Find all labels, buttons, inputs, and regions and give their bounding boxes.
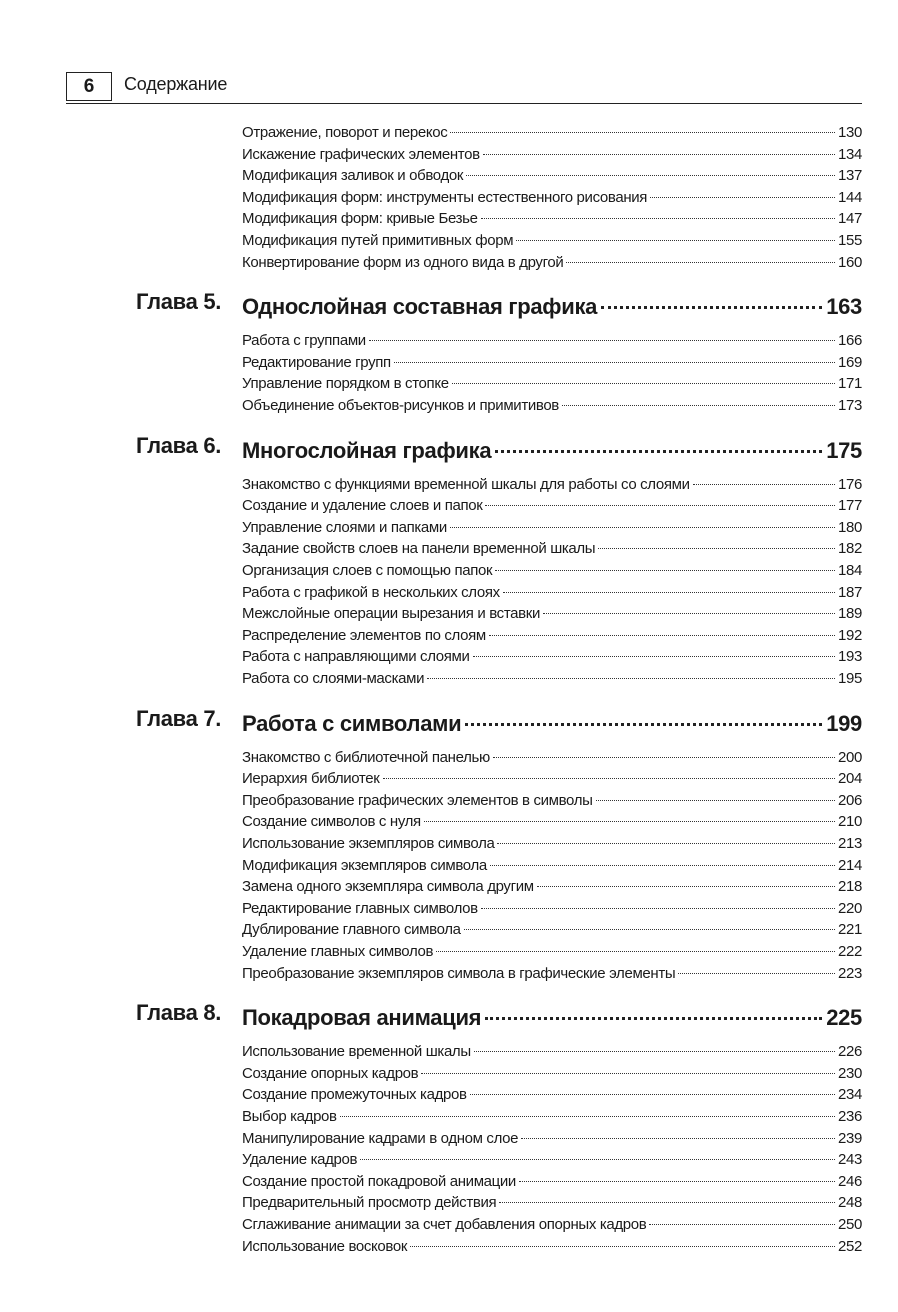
chapter-number: Глава 5. bbox=[136, 289, 222, 315]
dot-leader bbox=[650, 182, 835, 198]
entry-title: Преобразование экземпляров символа в графические элементы bbox=[242, 964, 676, 982]
running-title: Содержание bbox=[124, 74, 228, 94]
chapter-heading bbox=[136, 706, 862, 738]
dot-leader bbox=[483, 139, 835, 155]
entry-page: 137 bbox=[838, 167, 862, 185]
dot-leader bbox=[421, 1058, 835, 1074]
entry-title: Создание символов с нуля bbox=[242, 813, 421, 831]
chapter-title: Однослойная составная графика bbox=[242, 294, 598, 320]
dot-leader bbox=[516, 225, 835, 241]
entry-title: Создание промежуточных кадров bbox=[242, 1086, 467, 1104]
entry-title: Использование временной шкалы bbox=[242, 1043, 471, 1061]
entry-title: Модификация заливок и обводок bbox=[242, 167, 464, 185]
entry-title: Работа со слоями-масками bbox=[242, 670, 425, 687]
dot-leader bbox=[495, 428, 822, 453]
entry-page: 204 bbox=[838, 770, 862, 788]
entry-page: 246 bbox=[838, 1172, 862, 1190]
entry-page: 248 bbox=[838, 1194, 862, 1212]
entry-page: 239 bbox=[838, 1129, 862, 1147]
entry-title: Создание опорных кадров bbox=[242, 1064, 419, 1082]
dot-leader bbox=[383, 763, 836, 779]
entry-page: 144 bbox=[838, 188, 862, 206]
dot-leader bbox=[394, 347, 835, 363]
entry-page: 187 bbox=[838, 583, 862, 601]
dot-leader bbox=[485, 490, 835, 506]
dot-leader bbox=[693, 469, 835, 485]
entry-page: 166 bbox=[838, 332, 862, 350]
chapter-heading bbox=[136, 433, 862, 465]
entry-title: Работа с графикой в нескольких слоях bbox=[242, 583, 500, 601]
chapter-page: 175 bbox=[826, 437, 862, 463]
dot-leader bbox=[481, 893, 835, 909]
entry-page: 130 bbox=[838, 124, 862, 141]
entry-page: 200 bbox=[838, 748, 862, 766]
entry-page: 226 bbox=[838, 1043, 862, 1061]
dot-leader bbox=[474, 1036, 835, 1052]
entry-title: Удаление главных символов bbox=[242, 943, 434, 960]
entry-title: Модификация экземпляров символа bbox=[242, 856, 487, 874]
entry-title: Использование восковок bbox=[242, 1237, 408, 1255]
entry-page: 206 bbox=[838, 791, 862, 809]
entry-page: 223 bbox=[838, 964, 862, 982]
entry-page: 134 bbox=[838, 145, 862, 163]
dot-leader bbox=[450, 512, 835, 528]
chapter-page: 225 bbox=[826, 1005, 862, 1031]
dot-leader bbox=[598, 533, 835, 549]
chapter-title: Многослойная графика bbox=[242, 437, 492, 463]
entry-title: Организация слоев с помощью папок bbox=[242, 562, 493, 579]
dot-leader bbox=[562, 390, 835, 406]
entry-page: 214 bbox=[838, 856, 862, 874]
entry-page: 147 bbox=[838, 210, 862, 228]
dot-leader bbox=[543, 598, 835, 614]
entry-page: 171 bbox=[838, 375, 862, 393]
entry-page: 221 bbox=[838, 921, 862, 939]
entry-page: 160 bbox=[838, 253, 862, 271]
entry-page: 230 bbox=[838, 1064, 862, 1082]
dot-leader bbox=[678, 958, 835, 974]
entry-page: 195 bbox=[838, 670, 862, 687]
entry-page: 180 bbox=[838, 518, 862, 536]
dot-leader bbox=[489, 620, 835, 636]
entry-title: Модификация форм: кривые Безье bbox=[242, 210, 478, 228]
chapter-title: Покадровая анимация bbox=[242, 1005, 482, 1031]
entry-title: Выбор кадров bbox=[242, 1108, 337, 1125]
toc-entry bbox=[242, 667, 862, 688]
entry-page: 155 bbox=[838, 232, 862, 249]
dot-leader bbox=[466, 160, 835, 176]
entry-page: 182 bbox=[838, 540, 862, 558]
dot-leader bbox=[424, 806, 835, 822]
chapter-page: 163 bbox=[826, 294, 862, 320]
entry-title: Дублирование главного символа bbox=[242, 921, 461, 939]
entry-title: Работа с направляющими слоями bbox=[242, 648, 470, 666]
dot-leader bbox=[340, 1101, 835, 1117]
dot-leader bbox=[369, 325, 835, 341]
entry-page: 222 bbox=[838, 943, 862, 960]
entry-title: Управление порядком в стопке bbox=[242, 375, 449, 393]
chapter-page: 199 bbox=[826, 710, 862, 736]
dot-leader bbox=[566, 247, 835, 263]
entry-page: 193 bbox=[838, 648, 862, 666]
toc-entry bbox=[242, 394, 862, 415]
dot-leader bbox=[360, 1144, 835, 1160]
entry-title: Манипулирование кадрами в одном слое bbox=[242, 1129, 519, 1147]
toc-entry bbox=[242, 1235, 862, 1256]
entry-page: 236 bbox=[838, 1108, 862, 1125]
entry-title: Управление слоями и папками bbox=[242, 518, 447, 536]
entry-page: 177 bbox=[838, 497, 862, 515]
dot-leader bbox=[521, 1123, 835, 1139]
entry-page: 243 bbox=[838, 1151, 862, 1169]
entry-title: Модификация путей примитивных форм bbox=[242, 232, 514, 249]
entry-page: 252 bbox=[838, 1237, 862, 1255]
dot-leader bbox=[473, 641, 835, 657]
entry-page: 192 bbox=[838, 626, 862, 644]
entry-page: 220 bbox=[838, 899, 862, 917]
dot-leader bbox=[493, 742, 835, 758]
dot-leader bbox=[519, 1166, 835, 1182]
entry-title: Замена одного экземпляра символа другим bbox=[242, 878, 534, 896]
dot-leader bbox=[452, 368, 835, 384]
entry-title: Работа с группами bbox=[242, 332, 366, 350]
dot-leader bbox=[436, 936, 835, 952]
entry-page: 213 bbox=[838, 835, 862, 852]
entry-page: 189 bbox=[838, 605, 862, 623]
entry-title: Знакомство с библиотечной панелью bbox=[242, 748, 490, 766]
entry-title: Отражение, поворот и перекос bbox=[242, 124, 448, 141]
entry-title: Знакомство с функциями временной шкалы для работы со слоями bbox=[242, 475, 690, 493]
chapter-title-row bbox=[242, 289, 862, 320]
dot-leader bbox=[465, 701, 822, 726]
dot-leader bbox=[427, 663, 835, 679]
entry-page: 169 bbox=[838, 353, 862, 371]
dot-leader bbox=[481, 203, 835, 219]
chapter-number: Глава 8. bbox=[136, 1000, 222, 1026]
chapter-title-row bbox=[242, 706, 862, 737]
dot-leader bbox=[464, 914, 835, 930]
entry-title: Использование экземпляров символа bbox=[242, 835, 495, 852]
entry-title: Иерархия библиотек bbox=[242, 770, 380, 788]
page-number: 6 bbox=[66, 72, 112, 101]
entry-title: Задание свойств слоев на панели временной шкалы bbox=[242, 540, 596, 558]
dot-leader bbox=[485, 995, 822, 1020]
entry-title: Конвертирование форм из одного вида в другой bbox=[242, 253, 564, 271]
entry-page: 250 bbox=[838, 1216, 862, 1233]
dot-leader bbox=[410, 1231, 835, 1247]
entry-title: Редактирование групп bbox=[242, 353, 391, 371]
entry-title: Создание простой покадровой анимации bbox=[242, 1172, 516, 1190]
dot-leader bbox=[490, 850, 835, 866]
dot-leader bbox=[596, 785, 835, 801]
dot-leader bbox=[450, 117, 835, 133]
dot-leader bbox=[470, 1079, 835, 1095]
dot-leader bbox=[499, 1187, 835, 1203]
entry-title: Искажение графических элементов bbox=[242, 145, 480, 163]
entry-page: 184 bbox=[838, 562, 862, 579]
dot-leader bbox=[537, 871, 835, 887]
entry-title: Предварительный просмотр действия bbox=[242, 1194, 497, 1212]
entry-title: Распределение элементов по слоям bbox=[242, 626, 486, 644]
chapter-title-row bbox=[242, 1000, 862, 1031]
dot-leader bbox=[601, 284, 822, 309]
entry-title: Модификация форм: инструменты естественного рисования bbox=[242, 188, 648, 206]
dot-leader bbox=[503, 577, 835, 593]
entry-page: 176 bbox=[838, 475, 862, 493]
entry-page: 173 bbox=[838, 397, 862, 414]
chapter-title: Работа с символами bbox=[242, 710, 462, 736]
entry-title: Сглаживание анимации за счет добавления опорных кадров bbox=[242, 1216, 647, 1233]
entry-page: 218 bbox=[838, 878, 862, 896]
chapter-number: Глава 6. bbox=[136, 432, 222, 458]
chapter-number: Глава 7. bbox=[136, 705, 222, 731]
entry-title: Создание и удаление слоев и папок bbox=[242, 497, 483, 515]
entry-title: Удаление кадров bbox=[242, 1151, 358, 1169]
dot-leader bbox=[649, 1209, 835, 1225]
toc-entry bbox=[242, 962, 862, 983]
entry-title: Межслойные операции вырезания и вставки bbox=[242, 605, 541, 623]
dot-leader bbox=[495, 555, 835, 571]
toc-entry bbox=[242, 251, 862, 272]
chapter-heading bbox=[136, 1000, 862, 1032]
chapter-title-row bbox=[242, 433, 862, 464]
entry-title: Объединение объектов-рисунков и примитивов bbox=[242, 397, 559, 414]
entry-title: Преобразование графических элементов в символы bbox=[242, 791, 593, 809]
dot-leader bbox=[497, 828, 835, 844]
entry-page: 234 bbox=[838, 1086, 862, 1104]
page-header bbox=[66, 72, 862, 104]
entry-title: Редактирование главных символов bbox=[242, 899, 478, 917]
chapter-heading bbox=[136, 289, 862, 321]
entry-page: 210 bbox=[838, 813, 862, 831]
